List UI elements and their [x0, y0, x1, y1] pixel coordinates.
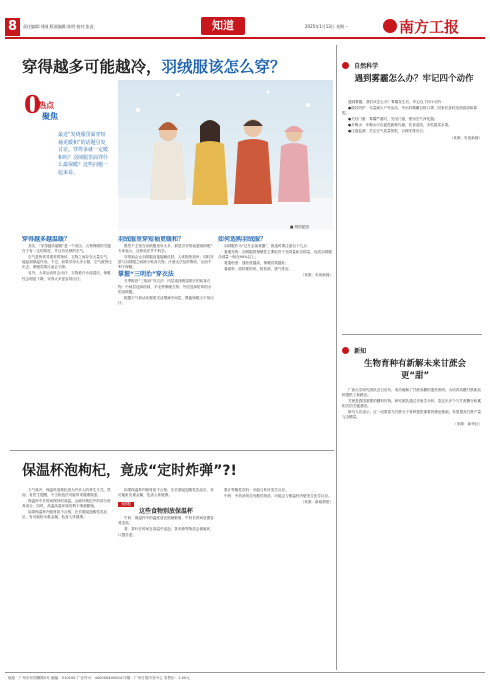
article1-source: （来源：央视新闻） [300, 273, 333, 278]
focus-label: 聚焦 [42, 112, 58, 121]
section-tag: 知道 [201, 17, 245, 35]
article2-paragraph: 保温杯中长时间保持的高温，会破坏枸杞中的部分营养成分，同时，高温高湿环境有利于细菌繁殖。 [22, 499, 111, 509]
hot-label: 热点 [38, 101, 54, 110]
article2-sub2: 这些食物别放保温杯 [138, 508, 193, 516]
article1-paragraph: 穿短袖会让羽绒服直接接触皮肤，人体散热加快；同时皮肤与羽绒服之间缺少贴身衣物，汗液无法及时吸收，反而不利于保暖。 [118, 255, 214, 270]
article2-paragraph: 茶：茶叶长时间在高温中浸泡，茶多酚等物质会被破坏，口感苦涩。 [118, 527, 214, 537]
sidebar-paragraph: 遇到雾霾，我们该怎么办？雾霾发生后，牢记以下四个动作： [348, 100, 446, 104]
hot-focus-badge [20, 90, 74, 126]
figure-3 [234, 119, 272, 204]
sidebar-paragraph: ●注意监测：关注空气质量预报，合理安排出行。 [348, 129, 427, 134]
date-line: 2025年1月13日 星期一 [305, 24, 349, 29]
sidebar-paragraph: 广西大学研究团队近日宣布，成功破解了甘蔗高糖的遗传密码，为培育高糖甘蔗新品种提供了新路径。 [342, 388, 481, 398]
figure-1 [150, 122, 186, 200]
article2-paragraph: 中药：中药汤剂含有酸性物质，可能会与保温杯内壁发生化学反应。 [224, 494, 332, 499]
sidebar-article2-body [342, 388, 482, 663]
article1-title: 穿得越多可能越冷，羽绒服该怎么穿？ [22, 58, 286, 76]
sidebar-article2-title: 生物育种有新解未来甘蔗会更“甜” [363, 359, 466, 381]
sidebar-paragraph: ●做好防护：尽量减少户外活动，外出时佩戴合格口罩，回家后及时清洗面部和鼻腔。 [342, 106, 477, 116]
badge-zero-icon: 0 [24, 90, 41, 119]
article2-source: （来源：新闻晨报） [300, 500, 333, 505]
people-in-coats-illustration [118, 80, 333, 230]
article1-paragraph: 既然不主张在羽绒服里穿太多，那是否穿短袖更暖和呢？专家表示，这种说法并不科学。 [118, 244, 214, 254]
article1-sub1: 穿得越多越温暖？ [22, 236, 71, 243]
article1-teaser: 最近“发烧服里面穿短袖更暖和”的话题引发讨论。穿得多就一定暖和吗？羽绒服里面穿什么最保暖？这些问题一起来看。 [58, 132, 109, 176]
sidebar-article1-title: 遇到雾霾怎么办？牢记四个动作 [354, 74, 474, 84]
figure-2 [192, 120, 228, 205]
winter-illustration [118, 80, 333, 230]
section1-label: 自然科学 [354, 63, 379, 70]
figure-4 [278, 126, 310, 202]
article2-paragraph: 果汁等酸性饮料：可能与杯体发生反应。 [224, 488, 289, 492]
article1-sub4: 如何选购羽绒服？ [218, 236, 267, 243]
section-divider [10, 450, 334, 451]
footer-rule [5, 672, 485, 673]
article1-paragraph: 羽绒服作为“过冬必备神器”，挑选时要注意以下几点： [224, 244, 311, 248]
sidebar-divider [342, 334, 482, 335]
sidebar-article1-body [342, 100, 482, 332]
article1-paragraph: 其实，“穿得越多越暖”是一个误区。衣物保暖的关键在于有一定的厚度，并且有足够的空气。 [22, 244, 111, 254]
sidebar-section1-header [342, 55, 482, 70]
article2-col3 [218, 488, 333, 668]
article1-paragraph: 看填充物：羽绒服的保暖性主要取决于充绒量和含绒量，优质羽绒服含绒量一般在90%以上。 [218, 250, 332, 260]
sidebar-source: （来源：央视新闻） [449, 135, 482, 140]
article1-paragraph: 根据天气和活动强度灵活增减中间层，既能保暖又不易出汗。 [118, 295, 214, 305]
page-number: 8 [7, 19, 18, 34]
column-divider [336, 45, 337, 670]
article1-paragraph: 空气是热传导很差的物体，衣物之间存在大量空气，能起到保温作用。不过，如果穿得太多太紧，空气被挤压出去，保暖效果反而会下降。 [22, 255, 112, 270]
science-icon [342, 62, 349, 69]
sidebar-paragraph: 研究人员表示，这一成果将为甘蔗分子育种提供重要的理论基础，有望提高甘蔗产量与含糖量。 [342, 410, 481, 420]
article1-paragraph: 看蓬松度：蓬松度越高，保暖效果越好。 [224, 261, 289, 266]
article1-paragraph: 看面料：面料要防风、防钻绒、透气性好。 [224, 267, 293, 272]
footer-text: 地址：广州市东园横路5号 邮编：510100 广告许可：440000400004 印刷：广州日报印务中心 零售价：1.00元 [8, 676, 190, 680]
editor-line: 责任编辑:刘刚 版面编辑:张明 校对:张虎 [23, 24, 94, 29]
sidebar-source: （来源：新华社） [453, 421, 482, 426]
section2-label: 新知 [354, 348, 367, 355]
sidebar-paragraph: 甘蔗是我国重要的糖料作物。研究团队通过多组学分析，鉴定出多个与甘蔗糖分积累相关的关键基因。 [342, 399, 481, 409]
header-rule [5, 37, 485, 39]
sidebar-paragraph: ●关好门窗：雾霾严重时，关闭门窗，使用空气净化器。 [348, 117, 438, 122]
paper-logo-icon [383, 19, 397, 33]
reminder-badge: 提醒 [118, 502, 134, 507]
article2-col1 [22, 488, 114, 668]
article2-paragraph: 如果保温杯内壁材质不合格，在长期浸泡酸性饮品后，有可能析出重金属，危害人体健康。 [118, 488, 214, 498]
article1-sub3: 掌握“三明治”穿衣法 [118, 271, 174, 279]
article1-sub2: 羽绒服里穿短袖更暖和？ [118, 236, 185, 243]
article2-paragraph: 天气寒冷，保温杯泡枸杞成为许多人的养生方式。然而，有医生提醒，不当的泡法可能带来健康隐患。 [22, 488, 111, 498]
sidebar-section2-header [342, 340, 482, 355]
article2-title: 保温杯泡枸杞，竟成“定时炸弹”?! [22, 463, 237, 479]
article2-paragraph: 如果保温杯内壁材质不合格，在长期浸泡酸性饮品后，有可能析出重金属，危害人体健康。 [22, 510, 108, 520]
article2-col2 [118, 488, 214, 668]
paper-name: 南方工报 [399, 18, 460, 36]
photo-credit: ■ 网络配图 [290, 225, 309, 229]
article1-paragraph: 另外，人体运动时会出汗，衣物被汗水浸湿后，保暖性会明显下降，穿得太多更容易出汗。 [22, 271, 111, 281]
article2-paragraph: 牛奶：保温杯中的温度适宜细菌繁殖，牛奶长时间放置容易变质。 [118, 516, 214, 526]
new-knowledge-icon [342, 347, 349, 354]
sidebar-paragraph: ●多喝水：多喝水可以促进新陈代谢，饮食清淡，多吃蔬菜水果。 [348, 123, 452, 128]
article1-paragraph: 冬季推荐“三明治”穿衣法：内层选择吸湿排汗的贴身衣物；中间层选择抓绒、羊毛等保暖衣物；外层选择防风防水的羽绒服。 [118, 279, 212, 294]
